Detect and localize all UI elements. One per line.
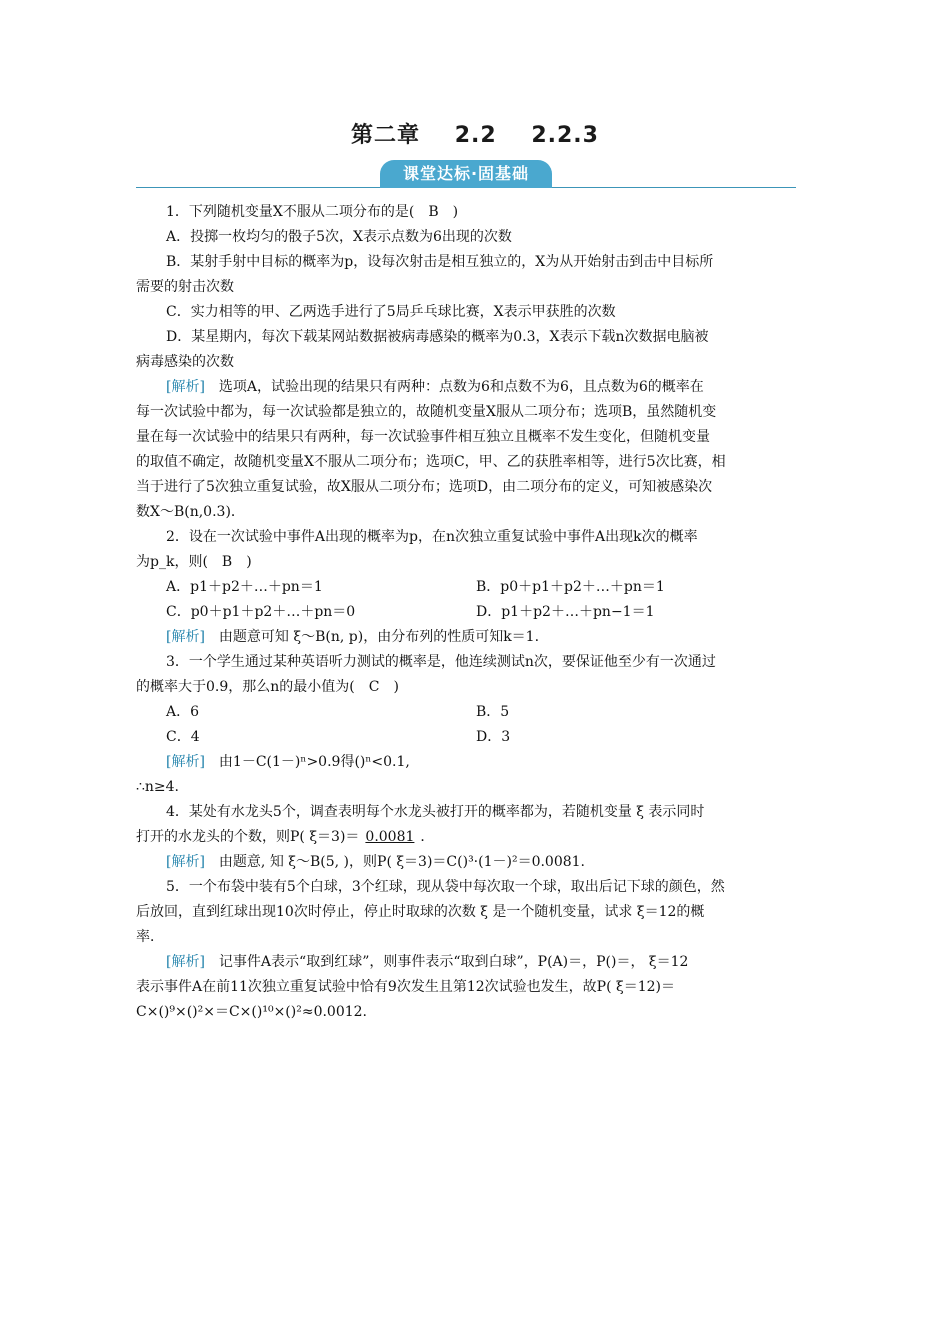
q2-analysis [136,625,816,650]
q5-analysis-line2: 表示事件A在前11次独立重复试验中恰有9次发生且第12次试验也发生，故P( ξ＝12)＝ [136,979,675,995]
q5-analysis-text: 记事件A表示“取到红球”，则事件表示“取到白球”，P(A)＝，P()＝， ξ＝12 [204,954,689,970]
q2-option-c: C．p0＋p1＋p2＋…＋pn＝0 [166,604,356,620]
q5-stem-cont: 后放回，直到红球出现10次时停止，停止时取球的次数 ξ 是一个随机变量，试求 ξ＝12的概 [136,904,705,920]
q1-analysis-line6: 数X～B(n,0.3)． [136,504,245,520]
q2-options-row1 [136,575,816,600]
q4-stem-cont [136,825,816,850]
q2-option-b: B．p0＋p1＋p2＋…＋pn＝1 [476,579,665,595]
q1-option-d: D．某星期内，每次下载某网站数据被病毒感染的概率为0.3，X表示下载n次数据电脑被 [166,329,709,345]
q4-analysis-text: 由题意, 知 ξ～B(5, )，则P( ξ＝3)＝C()³·(1－)²＝0.0081. [204,854,586,870]
q1-option-b-cont: 需要的射击次数 [136,279,234,295]
q3-stem: 3．一个学生通过某种英语听力测试的概率是，他连续测试n次，要保证他至少有一次通过 [166,654,716,670]
document-body [136,200,816,1025]
q4-analysis [136,850,816,875]
analysis-tag: [解析] [166,854,205,870]
q3-option-d: D．3 [476,729,511,745]
q3-option-c: C．4 [166,729,200,745]
q2-analysis-text: 由题意可知 ξ～B(n, p)，由分布列的性质可知k＝1. [204,629,540,645]
q1-analysis-line4: 的取值不确定，故随机变量X不服从二项分布；选项C，甲、乙的获胜率相等，进行5次比赛，相 [136,454,726,470]
q3-analysis-text: 由1－C(1－)ⁿ>0.9得()ⁿ<0.1, [204,754,410,770]
q5-analysis-line3: C×()⁹×()²×＝C×()¹⁰×()²≈0.0012. [136,1004,367,1020]
q2-stem-cont: 为p_k，则( B ) [136,554,252,570]
analysis-tag: [解析] [166,954,205,970]
q5-stem: 5．一个布袋中装有5个白球，3个红球，现从袋中每次取一个球，取出后记下球的颜色，然 [166,879,725,895]
q1-stem: 1．下列随机变量X不服从二项分布的是( B ) [166,204,459,220]
q5-stem-cont2: 率． [136,929,164,945]
analysis-tag: [解析] [166,629,205,645]
q1-analysis-line3: 量在每一次试验中的结果只有两种，每一次试验事件相互独立且概率不发生变化，但随机变量 [136,429,710,445]
banner-label: 课堂达标·固基础 [380,160,552,188]
q1-option-b: B．某射手射中目标的概率为p，设每次射击是相互独立的，X为从开始射击到击中目标所 [166,254,714,270]
q1-analysis-line2: 每一次试验中都为，每一次试验都是独立的，故随机变量X服从二项分布；选项B，虽然随机变 [136,404,717,420]
q3-analysis-line2: ∴n≥4. [136,779,180,795]
q2-option-d: D．p1＋p2＋…＋pn−1＝1 [476,604,655,620]
q3-analysis [136,750,816,775]
q4-stem-pre: 打开的水龙头的个数，则P( ξ＝3)＝ [136,829,360,845]
section-label: 2.2 [454,123,497,148]
q3-stem-cont: 的概率大于0.9，那么n的最小值为( C ) [136,679,399,695]
q1-analysis [136,375,816,400]
q5-analysis [136,950,816,975]
q3-option-b: B．5 [476,704,510,720]
q1-analysis-line5: 当于进行了5次独立重复试验，故X服从二项分布；选项D，由二项分布的定义，可知被感染次 [136,479,713,495]
q4-stem: 4．某处有水龙头5个，调查表明每个水龙头被打开的概率都为，若随机变量 ξ 表示同时 [166,804,705,820]
q3-options-row1 [136,700,816,725]
analysis-tag: [解析] [166,754,205,770]
q2-option-a: A．p1＋p2＋…＋pn＝1 [166,579,323,595]
q3-option-a: A．6 [166,704,200,720]
q1-option-a: A．投掷一枚均匀的骰子5次，X表示点数为6出现的次数 [166,229,512,245]
analysis-tag: [解析] [166,379,205,395]
q2-stem: 2．设在一次试验中事件A出现的概率为p，在n次独立重复试验中事件A出现k次的概率 [166,529,698,545]
q1-option-c: C．实力相等的甲、乙两选手进行了5局乒乓球比赛，X表示甲获胜的次数 [166,304,616,320]
page-title [0,118,950,149]
q4-stem-post: ． [420,829,435,845]
q3-options-row2 [136,725,816,750]
section-banner [136,160,796,190]
q2-options-row2 [136,600,816,625]
q1-option-d-cont: 病毒感染的次数 [136,354,234,370]
chapter-label: 第二章 [351,123,421,148]
subsection-label: 2.2.3 [531,123,599,148]
q1-analysis-text: 选项A，试验出现的结果只有两种：点数为6和点数不为6，且点数为6的概率在 [204,379,704,395]
q4-answer-blank: 0.0081 [365,829,415,845]
